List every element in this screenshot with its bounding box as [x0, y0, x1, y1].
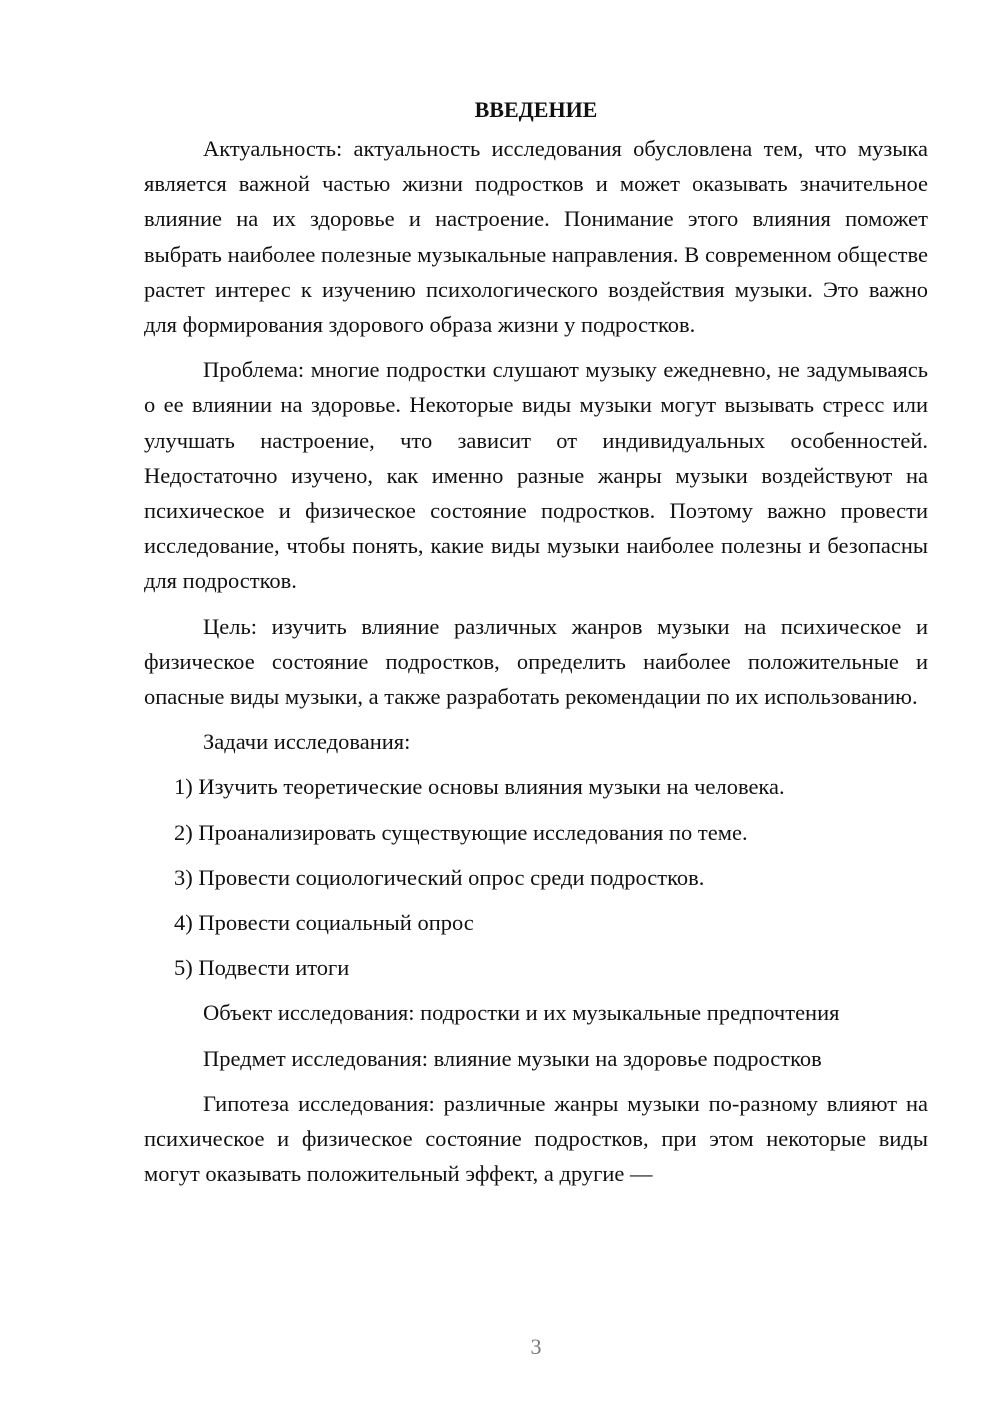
hypothesis-paragraph: Гипотеза исследования: различные жанры музыки по-разному влияют на психическое и физическое состояние подростков, при этом некоторые виды могут оказывать положительный эффект, а другие — [144, 1090, 928, 1187]
section-title: ВВЕДЕНИЕ [474, 97, 598, 122]
relevance-paragraph: Актуальность: актуальность исследования обусловлена тем, что музыка является важной частью жизни подростков и может оказывать значительное влияние на их здоровье и настроение. Понимание этого влияния поможет выбрать наиболее полезные музыкальные направления. В современном обществе растет интерес к изучению психологического воздействия музыки. Это важно для формирования здорового образа жизни у подростков. [144, 136, 928, 338]
task-item-5: 5) Подвести итоги [174, 955, 350, 981]
problem-paragraph: Проблема: многие подростки слушают музыку ежедневно, не задумываясь о ее влиянии на здоровье. Некоторые виды музыки могут вызывать стресс или улучшать настроение, что зависит от индивидуальных особенностей. Недостаточно изучено, как именно разные жанры музыки воздействуют на психическое и физическое состояние подростков. Поэтому важно провести исследование, чтобы понять, какие виды музыки наиболее полезны и безопасны для подростков. [144, 357, 928, 594]
research-subject: Предмет исследования: влияние музыки на здоровье подростков [203, 1045, 822, 1071]
research-object: Объект исследования: подростки и их музыкальные предпочтения [203, 1000, 840, 1026]
tasks-heading: Задачи исследования: [203, 729, 411, 755]
task-item-1: 1) Изучить теоретические основы влияния музыки на человека. [174, 774, 785, 800]
task-item-3: 3) Провести социологический опрос среди подростков. [174, 864, 705, 890]
goal-paragraph: Цель: изучить влияние различных жанров музыки на психическое и физическое состояние подростков, определить наиболее положительные и опасные виды музыки, а также разработать рекомендации по их использованию. [144, 613, 928, 710]
page-number: 3 [530, 1334, 542, 1359]
task-item-4: 4) Провести социальный опрос [174, 910, 474, 936]
document-body [144, 95, 928, 1201]
task-item-2: 2) Проанализировать существующие исследования по теме. [174, 819, 748, 845]
